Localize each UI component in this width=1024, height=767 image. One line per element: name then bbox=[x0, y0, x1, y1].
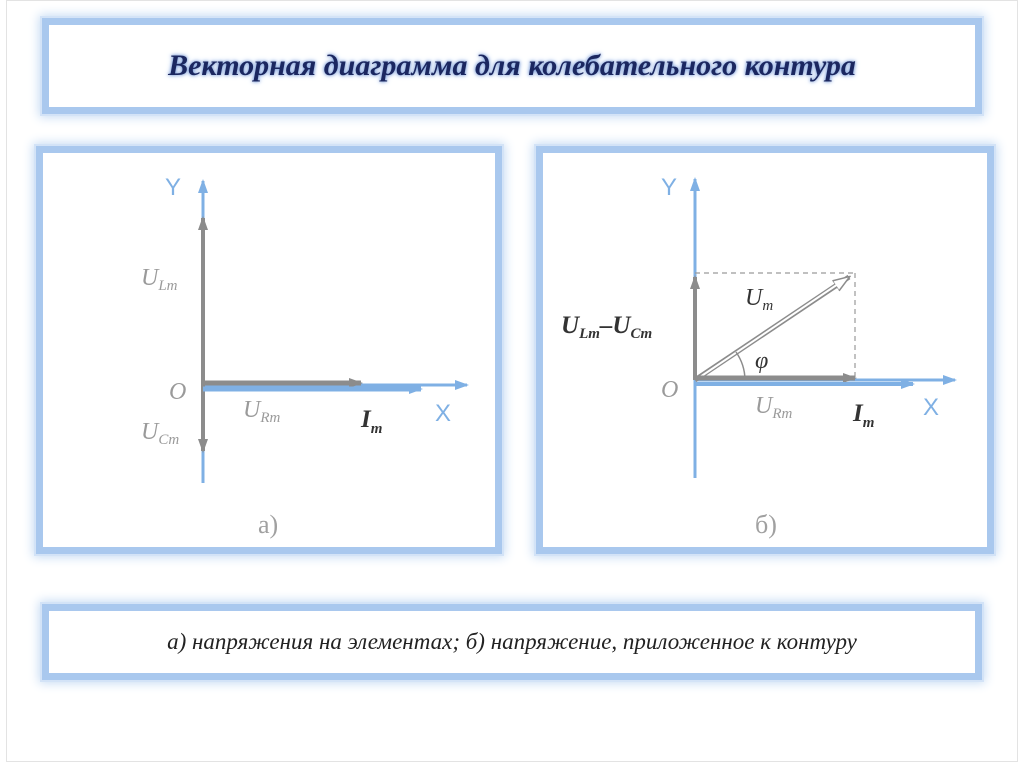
x-axis-label: X bbox=[435, 400, 452, 427]
u-cm-label: $U_{Cm}$ bbox=[141, 419, 180, 448]
origin-label: O bbox=[169, 379, 187, 405]
u-m-label: $U_m$ bbox=[745, 285, 774, 314]
u-m-vector-inner bbox=[697, 282, 841, 379]
title-box bbox=[42, 18, 982, 114]
caption-text: а) напряжения на элементах; б) напряжение, приложенное к контуру bbox=[167, 629, 857, 654]
y-axis-label: Y bbox=[661, 174, 678, 201]
slide-title: Векторная диаграмма для колебательного контура bbox=[168, 49, 856, 82]
origin-label: O bbox=[661, 377, 679, 403]
i-m-label: $I_m$ bbox=[853, 400, 875, 431]
panel-a-label: а) bbox=[258, 510, 279, 539]
diagram-a bbox=[43, 153, 495, 547]
y-axis-label: Y bbox=[165, 174, 182, 201]
caption-box bbox=[42, 604, 982, 680]
diagram-a-panel bbox=[36, 146, 502, 554]
u-diff-label: $U_{Lm}-U_{Cm}$ bbox=[561, 312, 653, 342]
phi-label: φ bbox=[755, 348, 769, 374]
u-lm-label: $U_{Lm}$ bbox=[141, 265, 178, 294]
x-axis-label: X bbox=[923, 394, 940, 421]
diagram-b-panel bbox=[536, 146, 994, 554]
u-rm-label: $U_{Rm}$ bbox=[243, 397, 281, 426]
i-m-label: $I_m$ bbox=[361, 406, 383, 437]
u-rm-label: $U_{Rm}$ bbox=[755, 393, 793, 422]
diagram-b bbox=[543, 153, 987, 547]
panel-b-label: б) bbox=[755, 510, 777, 539]
